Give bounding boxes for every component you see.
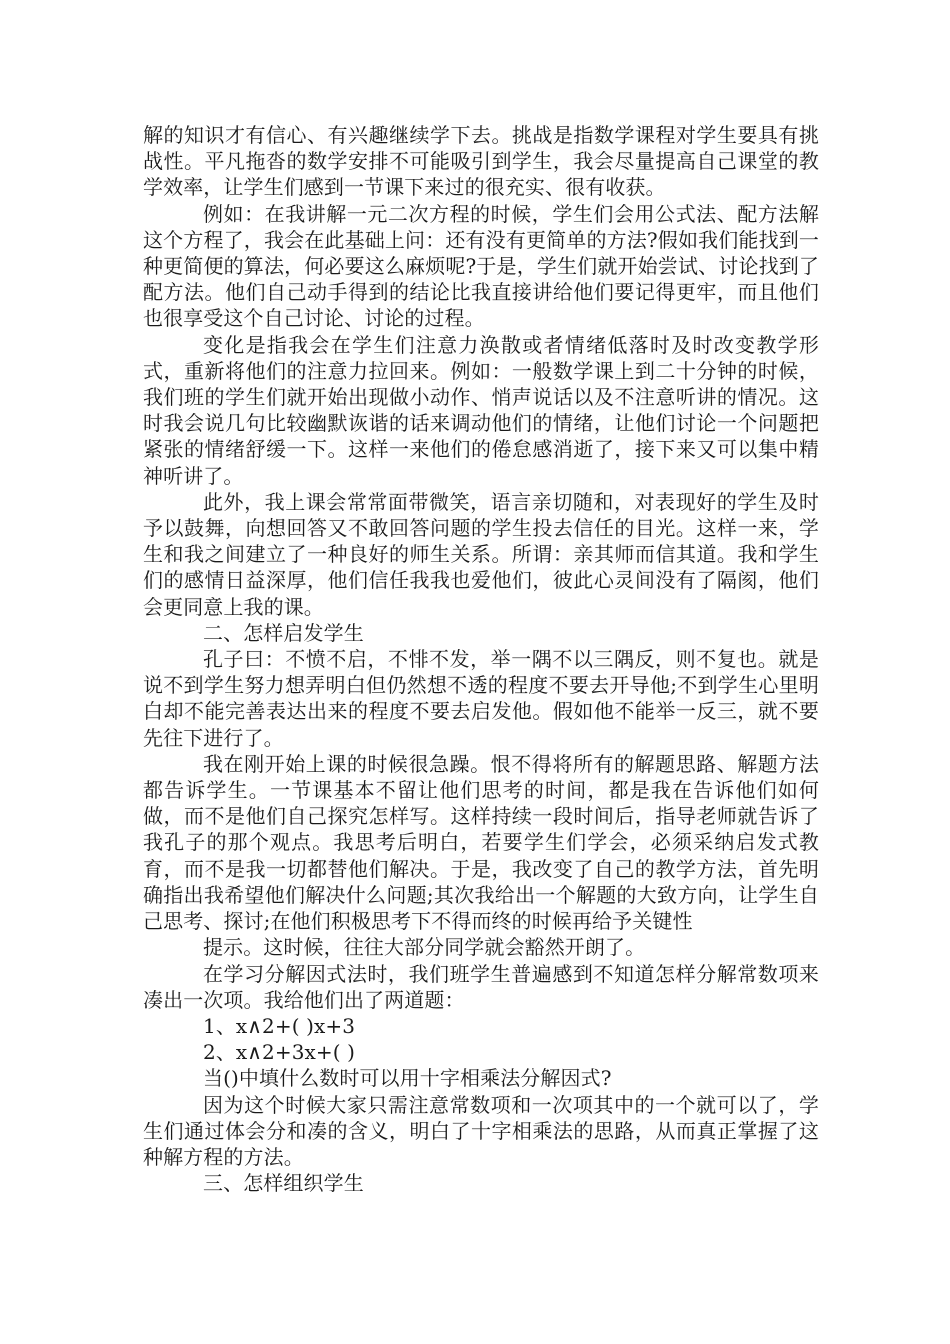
paragraph: 提示。这时候，往往大部分同学就会豁然开朗了。 [203, 935, 646, 960]
paragraph: 因为这个时候大家只需注意常数项和一次项其中的一个就可以了，学生们通过体会分和凑的含义，明白了十字相乘法的思路，从而真正掌握了这种解方程的方法。 [143, 1092, 819, 1169]
section-heading: 二、怎样启发学生 [203, 620, 364, 645]
paragraph: 此外，我上课会常常面带微笑，语言亲切随和，对表现好的学生及时予以鼓舞，向想回答又不敢回答问题的学生投去信任的目光。这样一来，学生和我之间建立了一种良好的师生关系。所谓：亲其师而信其道。我和学生们的感情日益深厚，他们信任我我也爱他们，彼此心灵间没有了隔阂，他们会更同意上我的课。 [143, 489, 819, 619]
paragraph: 解的知识才有信心、有兴趣继续学下去。挑战是指数学课程对学生要具有挑战性。平凡拖沓的数学安排不可能吸引到学生，我会尽量提高自己课堂的教学效率，让学生们感到一节课下来过的很充实、很有收获。 [143, 123, 819, 200]
math-exercise: 2、x∧2+3x+( ) [203, 1040, 356, 1065]
document-body [143, 122, 819, 1196]
paragraph: 变化是指我会在学生们注意力涣散或者情绪低落时及时改变教学形式，重新将他们的注意力拉回来。例如：一般数学课上到二十分钟的时候，我们班的学生们就开始出现做小动作、悄声说话以及不注意听讲的情况。这时我会说几句比较幽默诙谐的话来调动他们的情绪，让他们讨论一个问题把紧张的情绪舒缓一下。这样一来他们的倦怠感消逝了，接下来又可以集中精神听讲了。 [143, 332, 819, 488]
paragraph: 孔子曰：不愤不启，不悱不发，举一隅不以三隅反，则不复也。就是说不到学生努力想弄明白但仍然想不透的程度不要去开导他;不到学生心里明白却不能完善表达出来的程度不要去启发他。假如他不能举一反三，就不要先往下进行了。 [143, 647, 819, 750]
paragraph: 我在刚开始上课的时候很急躁。恨不得将所有的解题思路、解题方法都告诉学生。一节课基本不留让他们思考的时间，都是我在告诉他们如何做，而不是他们自己探究怎样写。这样持续一段时间后，指导老师就告诉了我孔子的那个观点。我思考后明白，若要学生们学会，必须采纳启发式教育，而不是我一切都替他们解决。于是，我改变了自己的教学方法，首先明确指出我希望他们解决什么问题;其次我给出一个解题的大致方向，让学生自己思考、探讨;在他们积极思考下不得而终的时候再给予关键性 [143, 751, 819, 934]
math-exercise: 1、x∧2+( )x+3 [203, 1013, 356, 1038]
paragraph: 在学习分解因式法时，我们班学生普遍感到不知道怎样分解常数项来凑出一次项。我给他们出了两道题： [143, 961, 819, 1012]
section-heading: 三、怎样组织学生 [203, 1171, 364, 1196]
paragraph: 当()中填什么数时可以用十字相乘法分解因式? [203, 1066, 612, 1091]
paragraph: 例如：在我讲解一元二次方程的时候，学生们会用公式法、配方法解这个方程了，我会在此基础上问：还有没有更简单的方法?假如我们能找到一种更简便的算法，何必要这么麻烦呢?于是，学生们就开始尝试、讨论找到了配方法。他们自己动手得到的结论比我直接讲给他们要记得更牢，而且他们也很享受这个自己讨论、讨论的过程。 [143, 201, 819, 331]
